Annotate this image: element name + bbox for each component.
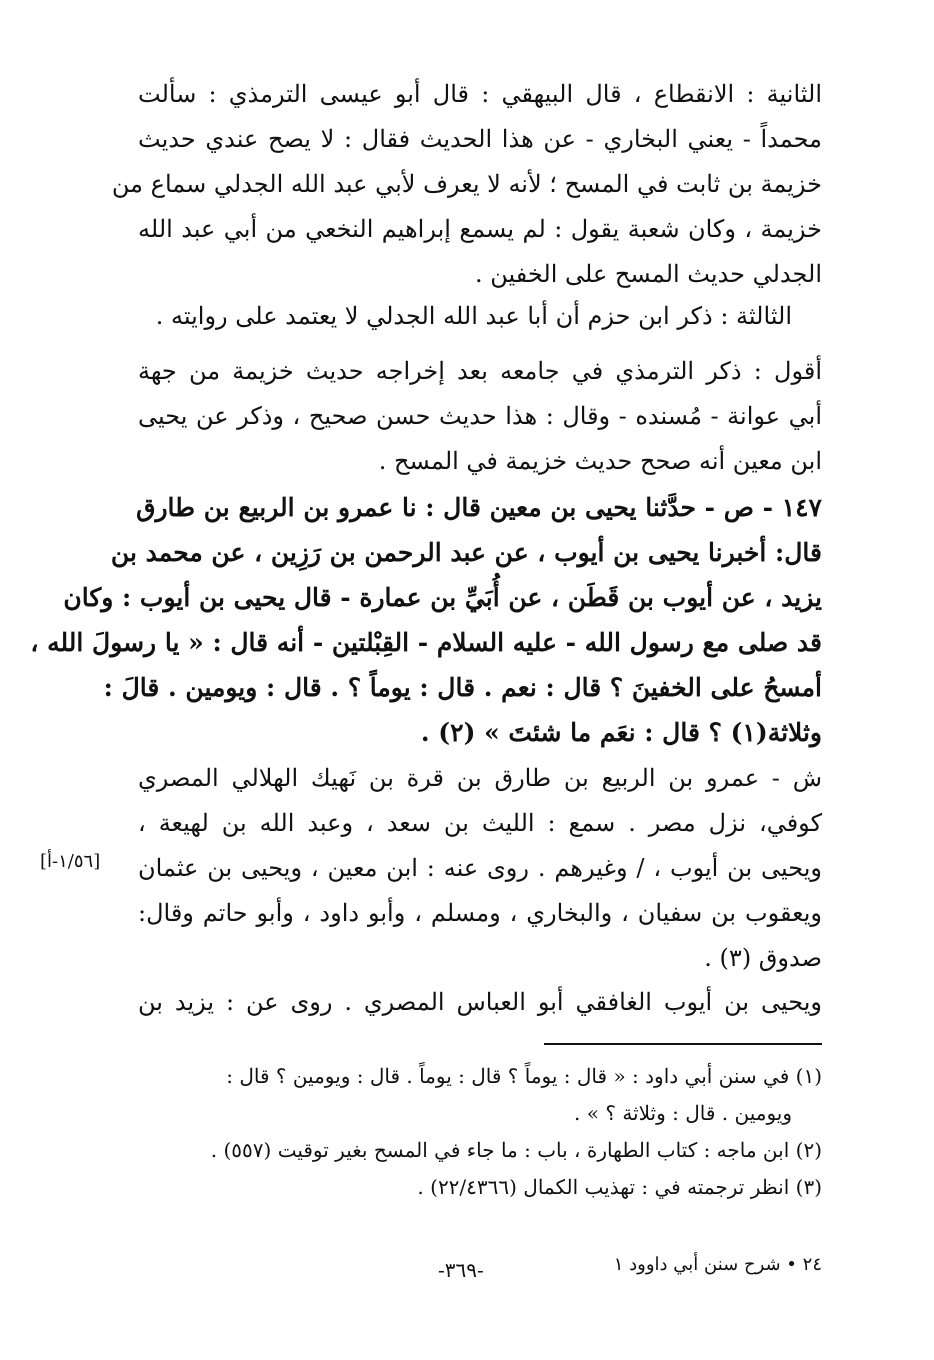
- text-line: وثلاثة(١) ؟ قال : نعَم ما شئتَ » (٢) .: [420, 718, 822, 747]
- paragraph-author-comment: [138, 349, 822, 484]
- text-line: ابن معين أنه صحح حديث خزيمة في المسح .: [378, 447, 822, 475]
- paragraph-yahya-bio: [138, 980, 822, 1025]
- text-line: الثالثة : ذكر ابن حزم أن أبا عبد الله الجدلي لا يعتمد على روايته .: [155, 302, 792, 330]
- text-line: ويحيى بن أيوب الغافقي أبو العباس المصري . روى عن : يزيد بن: [138, 988, 822, 1016]
- text-line: الجدلي حديث المسح على الخفين .: [475, 260, 822, 288]
- text-line: خزيمة ، وكان شعبة يقول : لم يسمع إبراهيم النخعي من أبي عبد الله: [138, 215, 822, 243]
- footnote-separator: [544, 1043, 822, 1045]
- paragraph-third-defect: [138, 294, 822, 339]
- text-line: قال: أخبرنا يحيى بن أيوب ، عن عبد الرحمن بن رَزِين ، عن محمد بن: [110, 538, 822, 567]
- text-line: خزيمة بن ثابت في المسح ؛ لأنه لا يعرف لأبي عبد الله الجدلي سماع من: [111, 170, 822, 198]
- footnotes: [138, 1058, 822, 1206]
- hadith-147: [30, 485, 822, 755]
- footnote-2: (٢) ابن ماجه : كتاب الطهارة ، باب : ما جاء في المسح بغير توقيت (٥٥٧) .: [210, 1138, 822, 1162]
- text-line: محمداً - يعني البخاري - عن هذا الحديث فقال : لا يصح عندي حديث: [138, 125, 822, 153]
- footnote-1: (١) في سنن أبي داود : « قال : يوماً ؟ قال : يوماً . قال : ويومين ؟ قال :: [226, 1064, 822, 1088]
- text-line: صدوق (٣) .: [704, 944, 822, 972]
- text-line: أبي عوانة - مُسنده - وقال : هذا حديث حسن صحيح ، وذكر عن يحيى: [138, 402, 822, 430]
- paragraph-second-defect: [111, 72, 822, 297]
- text-line: أقول : ذكر الترمذي في جامعه بعد إخراجه حديث خزيمة من جهة: [138, 357, 822, 385]
- page-number: -٣٦٩-: [438, 1258, 484, 1282]
- text-line: ويحيى بن أيوب ، / وغيرهم . روى عنه : ابن معين ، ويحيى بن عثمان: [138, 854, 822, 882]
- text-line: كوفي، نزل مصر . سمع : الليث بن سعد ، وعبد الله بن لهيعة ،: [138, 809, 822, 837]
- text-line: الثانية : الانقطاع ، قال البيهقي : قال أبو عيسى الترمذي : سألت: [138, 80, 822, 108]
- manuscript-folio-marker: [١/٥٦-أ]: [40, 851, 101, 872]
- text-line: يزيد ، عن أيوب بن قَطَن ، عن أُبَيِّ بن عمارة - قال يحيى بن أيوب : وكان: [63, 583, 822, 612]
- running-title: ٢٤ • شرح سنن أبي داوود ١: [613, 1254, 822, 1275]
- text-line: ١٤٧ - ص - حدَّثنا يحيى بن معين قال : نا عمرو بن الربيع بن طارق: [136, 493, 822, 522]
- text-line: ش - عمرو بن الربيع بن طارق بن قرة بن نَهيك الهلالي المصري: [138, 764, 822, 792]
- text-line: ويعقوب بن سفيان ، والبخاري ، ومسلم ، وأبو داود ، وأبو حاتم وقال:: [138, 899, 822, 927]
- paragraph-commentary: [138, 756, 822, 981]
- footnote-3: (٣) انظر ترجمته في : تهذيب الكمال (٢٢/٤٣٦٦) .: [417, 1175, 822, 1199]
- text-line: أمسحُ على الخفينَ ؟ قال : نعم . قال : يوماً ؟ . قال : ويومين . قالَ :: [103, 673, 822, 702]
- footnote-1-continued: ويومين . قال : وثلاثة ؟ » .: [574, 1101, 792, 1125]
- text-line: قد صلى مع رسول الله - عليه السلام - القِبْلتين - أنه قال : « يا رسولَ الله ،: [30, 628, 822, 657]
